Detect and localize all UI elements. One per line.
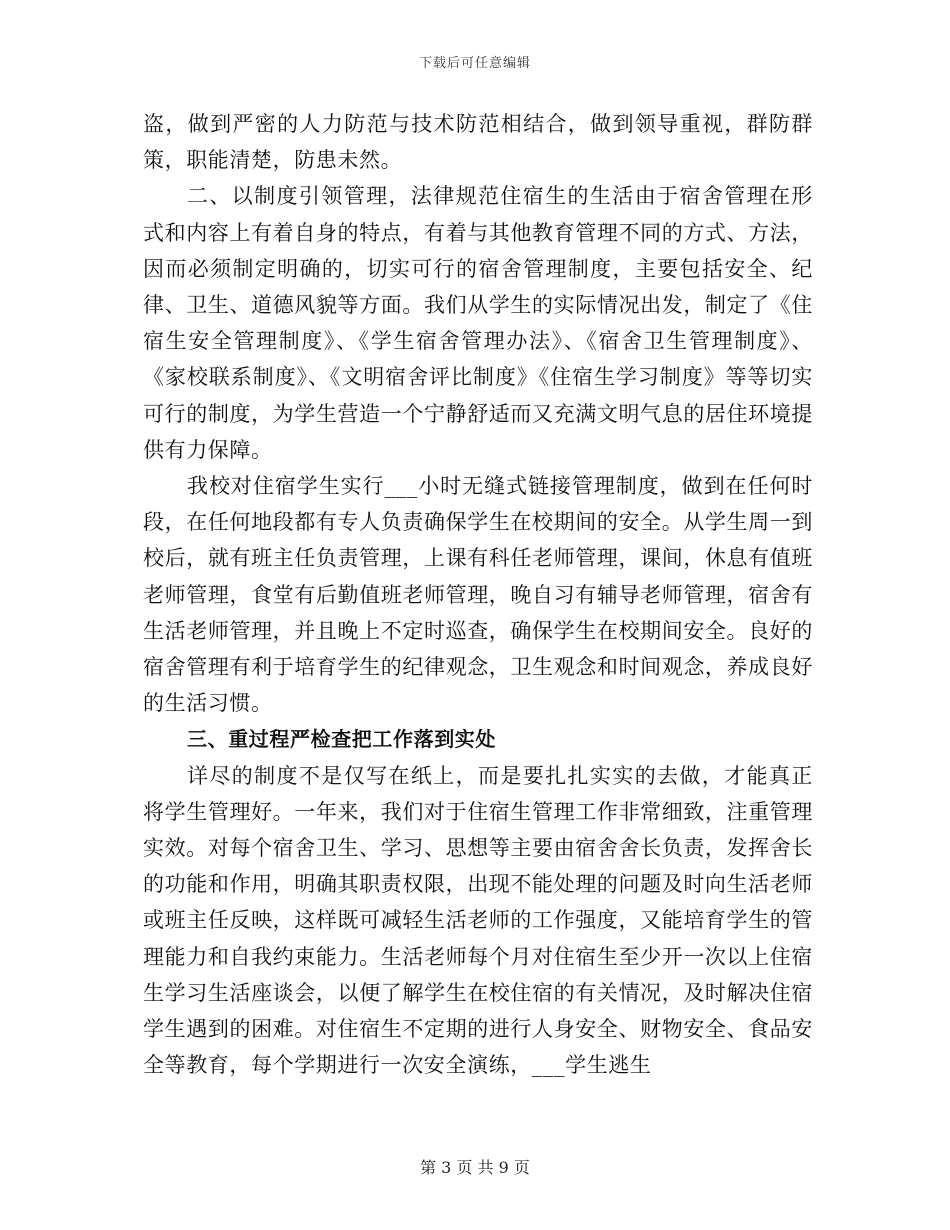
section-heading-three: 三、重过程严检查把工作落到实处 xyxy=(187,727,496,752)
paragraph-continuation: 盗，做到严密的人力防范与技术防范相结合，做到领导重视，群防群策，职能清楚，防患未然。 xyxy=(143,112,813,173)
document-body xyxy=(143,106,813,1083)
page-header-note: 下载后可任意编辑 xyxy=(418,56,531,71)
paragraph-process-inspection: 详尽的制度不是仅写在纸上，而是要扎扎实实的去做，才能真正将学生管理好。一年来，我们对于住宿生管理工作非常细致，注重管理实效。对每个宿舍卫生、学习、思想等主要由宿舍舍长负责，发挥舍长的功能和作用，明确其职责权限，出现不能处理的问题及时向生活老师或班主任反映，这样既可减轻生活老师的工作强度，又能培育学生的管理能力和自我约束能力。生活老师每个月对住宿生至少开一次以上住宿生学习生活座谈会，以便了解学生在校住宿的有关情况，及时解决住宿学生遇到的困难。对住宿生不定期的进行人身安全、财物安全、食品安全等教育，每个学期进行一次安全演练，___学生逃生 xyxy=(143,763,813,1078)
paragraph-section-two: 二、以制度引领管理，法律规范住宿生的生活由于宿舍管理在形式和内容上有着自身的特点，有着与其他教育管理不同的方式、方法，因而必须制定明确的，切实可行的宿舍管理制度，主要包括安全、纪律、卫生、道德风貌等方面。我们从学生的实际情况出发，制定了《住宿生安全管理制度》、《学生宿舍管理办法》、《宿舍卫生管理制度》、《家校联系制度》、《文明宿舍评比制度》《住宿生学习制度》等等切实可行的制度，为学生营造一个宁静舒适而又充满文明气息的居住环境提供有力保障。 xyxy=(143,184,813,462)
paragraph-management-system: 我校对住宿学生实行___小时无缝式链接管理制度，做到在任何时段，在任何地段都有专人负责确保学生在校期间的安全。从学生周一到校后，就有班主任负责管理，上课有科任老师管理，课间，休息有值班老师管理，食堂有后勤值班老师管理，晚自习有辅导老师管理，宿舍有生活老师管理，并且晚上不定时巡查，确保学生在校期间安全。良好的宿舍管理有利于培育学生的纪律观念，卫生观念和时间观念，养成良好的生活习惯。 xyxy=(143,474,813,716)
page-number-footer: 第 3 页 共 9 页 xyxy=(420,1158,530,1177)
